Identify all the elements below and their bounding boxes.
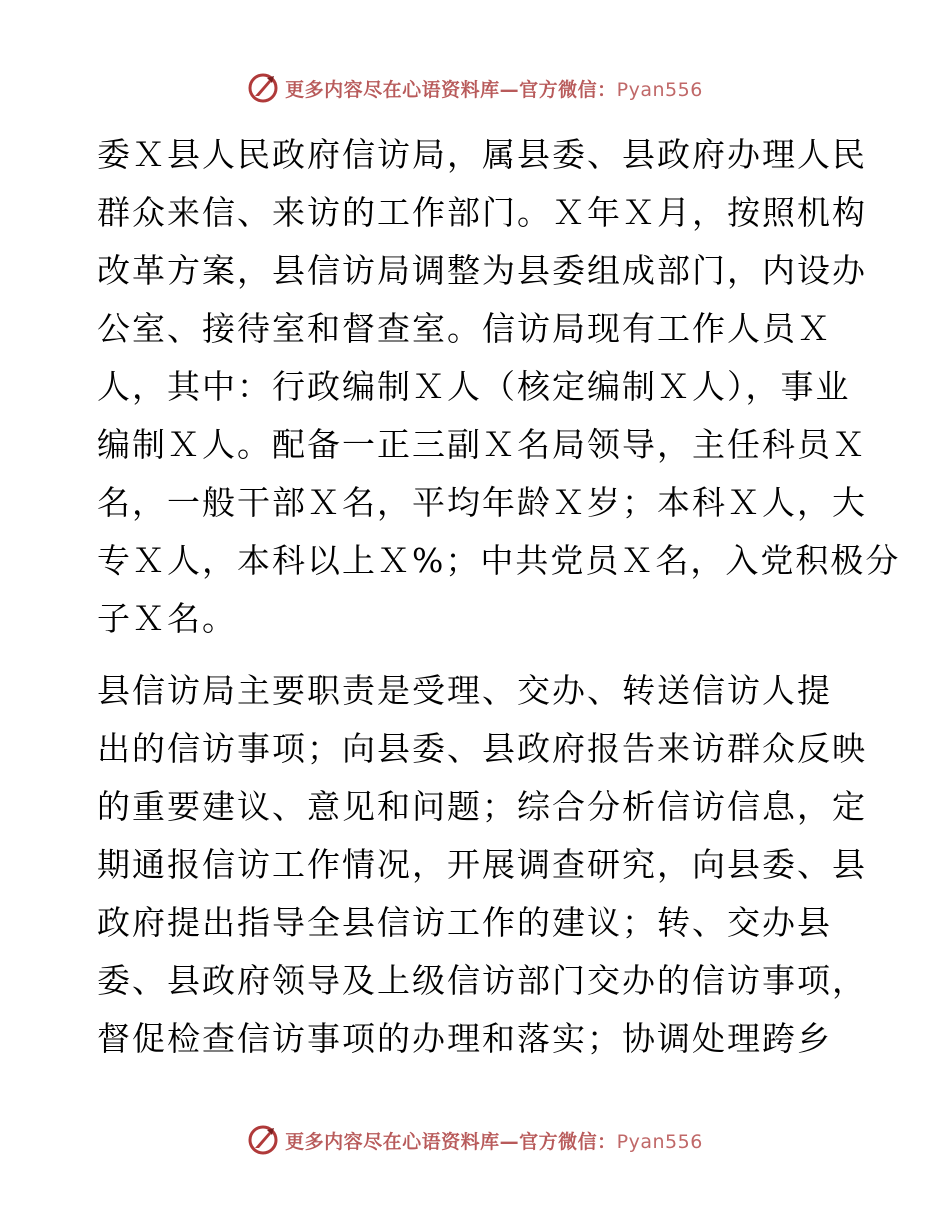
header-watermark (0, 70, 950, 106)
text-line: 专Ｘ人，本科以上Ｘ%；中共党员Ｘ名，入党积极分 (97, 541, 901, 580)
watermark-id: Pyan556 (616, 1130, 703, 1153)
footer-watermark (0, 1122, 950, 1158)
text-line: 人，其中：行政编制Ｘ人（核定编制Ｘ人），事业 (97, 367, 851, 406)
watermark-label: 更多内容尽在心语资料库—官方微信： (285, 1130, 617, 1153)
text-line: 编制Ｘ人。配备一正三副Ｘ名局领导，主任科员Ｘ (97, 425, 867, 464)
text-line: 督促检查信访事项的办理和落实；协调处理跨乡 (97, 1019, 832, 1058)
text-line: 群众来信、来访的工作部门。Ｘ年Ｘ月，按照机构 (97, 193, 867, 232)
paragraph (97, 126, 901, 648)
text-line: 出的信访事项；向县委、县政府报告来访群众反映 (97, 729, 867, 768)
text-line: 子Ｘ名。 (97, 599, 237, 638)
text-line: 委、县政府领导及上级信访部门交办的信访事项， (97, 961, 867, 1000)
text-line: 公室、接待室和督查室。信访局现有工作人员Ｘ (97, 309, 832, 348)
text-line: 的重要建议、意见和问题；综合分析信访信息，定 (97, 787, 867, 826)
watermark-id: Pyan556 (616, 78, 703, 101)
text-line: 名，一般干部Ｘ名，平均年龄Ｘ岁；本科Ｘ人，大 (97, 483, 867, 522)
text-line: 委Ｘ县人民政府信访局，属县委、县政府办理人民 (97, 135, 867, 174)
watermark-text (285, 75, 703, 102)
text-line: 县信访局主要职责是受理、交办、转送信访人提 (97, 671, 832, 710)
text-line: 期通报信访工作情况，开展调查研究，向县委、县 (97, 845, 867, 884)
feather-pen-circle-icon (247, 72, 279, 104)
document-body (97, 126, 901, 1068)
text-line: 改革方案，县信访局调整为县委组成部门，内设办 (97, 251, 867, 290)
text-line: 政府提出指导全县信访工作的建议；转、交办县 (97, 903, 832, 942)
watermark-text (285, 1127, 703, 1154)
paragraph (97, 662, 867, 1068)
watermark-label: 更多内容尽在心语资料库—官方微信： (285, 78, 617, 101)
feather-pen-circle-icon (247, 1124, 279, 1156)
